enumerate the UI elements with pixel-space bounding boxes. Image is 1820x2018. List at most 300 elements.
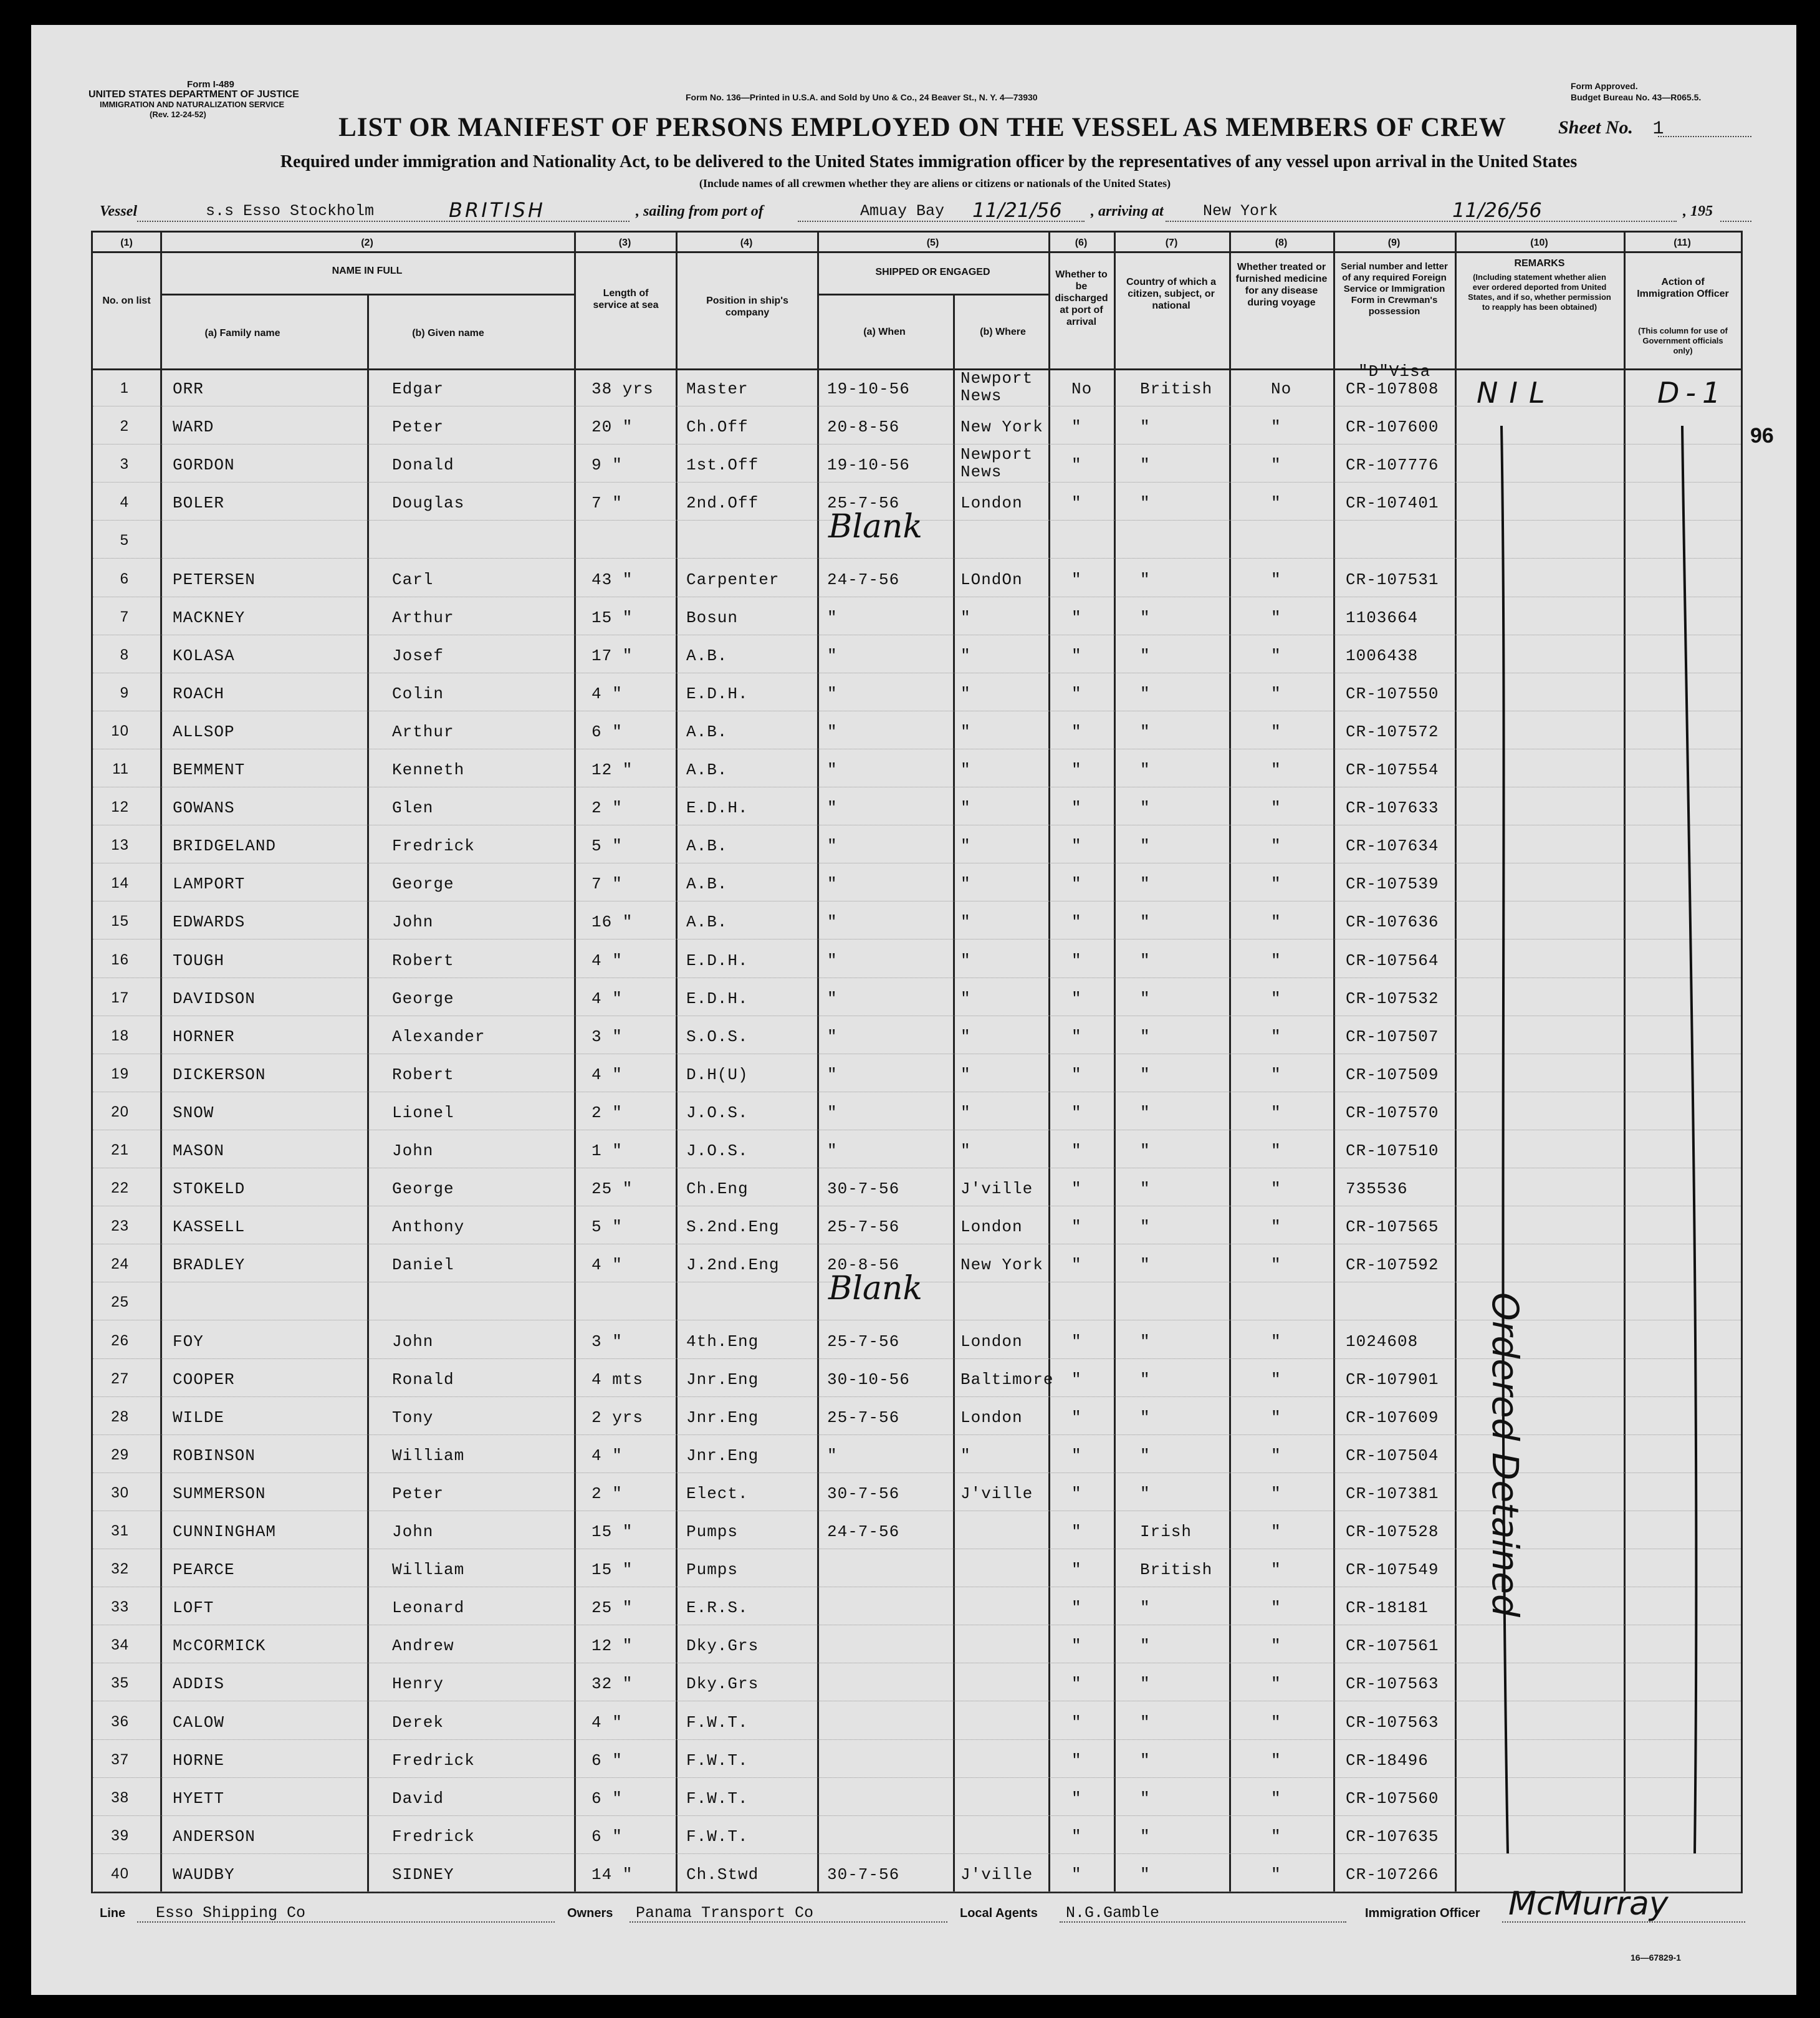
cell-country: ": [1140, 989, 1151, 1008]
cell-no: 16: [111, 951, 129, 968]
cell-length: 15 ": [592, 1560, 633, 1580]
hdr-name-in-full: NAME IN FULL: [332, 266, 403, 276]
cell-position: E.D.H.: [686, 799, 749, 818]
cell-discharged: ": [1071, 1065, 1082, 1084]
cell-given: Fredrick: [392, 837, 475, 856]
cell-serial: CR-18496: [1346, 1751, 1429, 1770]
cell-discharged: ": [1071, 1865, 1082, 1884]
cell-no: 40: [111, 1865, 129, 1882]
cell-length: 17 ": [592, 646, 633, 665]
cell-country: ": [1140, 1598, 1151, 1618]
cell-position: Jnr.Eng: [686, 1446, 759, 1465]
cell-when: 19-10-56: [827, 456, 910, 475]
cell-given: Robert: [392, 951, 454, 970]
cell-discharged: ": [1071, 1141, 1082, 1160]
cell-when: 20-8-56: [827, 1256, 900, 1275]
cell-given: Carl: [392, 570, 434, 589]
cell-position: Pumps: [686, 1522, 739, 1541]
cell-given: Arthur: [392, 722, 454, 741]
cell-position: J.2nd.Eng: [686, 1256, 780, 1275]
cell-serial: 735536: [1346, 1180, 1408, 1199]
cell-when: 24-7-56: [827, 570, 900, 589]
hdr-discharged: Whether to be discharged at port of arrival: [1055, 269, 1108, 327]
cell-family: ADDIS: [173, 1674, 225, 1694]
approval-line-1: Form Approved.: [1571, 81, 1638, 91]
cell-discharged: ": [1071, 1560, 1082, 1580]
cell-no: 9: [120, 684, 129, 701]
cell-family: MASON: [173, 1141, 225, 1160]
cell-family: GOWANS: [173, 799, 235, 818]
cell-given: John: [392, 1141, 434, 1160]
cell-where: ": [960, 1065, 971, 1084]
cell-medicine: ": [1271, 875, 1281, 894]
cell-given: Lionel: [392, 1103, 454, 1122]
cell-no: 38: [111, 1789, 129, 1806]
cell-given: John: [392, 913, 434, 932]
cell-position: A.B.: [686, 875, 728, 894]
cell-where: J'ville: [960, 1484, 1033, 1503]
col-num-7: (7): [1165, 238, 1178, 248]
cell-length: 2 ": [592, 1103, 623, 1122]
cell-when: ": [827, 684, 838, 703]
officer-signature: McMurray: [1508, 1885, 1669, 1923]
cell-where: ": [960, 951, 971, 970]
cell-position: J.O.S.: [686, 1141, 749, 1160]
cell-country: Irish: [1140, 1522, 1192, 1541]
cell-serial: CR-107635: [1346, 1827, 1439, 1846]
hdr-length-service: Length of service at sea: [593, 288, 659, 310]
cell-family: CALOW: [173, 1713, 225, 1732]
cell-position: E.R.S.: [686, 1598, 749, 1618]
cell-country: ": [1140, 570, 1151, 589]
cell-medicine: ": [1271, 646, 1281, 665]
cell-when: 30-7-56: [827, 1865, 900, 1884]
cell-position: J.O.S.: [686, 1103, 749, 1122]
cell-given: Robert: [392, 1065, 454, 1084]
cell-discharged: ": [1071, 646, 1082, 665]
cell-position: Jnr.Eng: [686, 1408, 759, 1427]
cell-discharged: ": [1071, 1180, 1082, 1199]
cell-position: F.W.T.: [686, 1751, 749, 1770]
cell-where: ": [960, 608, 971, 627]
cell-medicine: ": [1271, 608, 1281, 627]
cell-no: 23: [111, 1218, 129, 1235]
remarks-ditto-stroke: [1489, 426, 1526, 1860]
cell-when: ": [827, 1446, 838, 1465]
cell-no: 39: [111, 1827, 129, 1844]
cell-no: 20: [111, 1103, 129, 1120]
cell-serial: CR-107560: [1346, 1789, 1439, 1808]
cell-country: ": [1140, 1103, 1151, 1122]
cell-family: KASSELL: [173, 1218, 246, 1237]
cell-family: WAUDBY: [173, 1865, 235, 1884]
cell-where: ": [960, 837, 971, 856]
form-code: 16—67829-1: [1631, 1953, 1681, 1963]
cell-given: Alexander: [392, 1027, 486, 1046]
cell-family: ANDERSON: [173, 1827, 256, 1846]
cell-family: ORR: [173, 380, 204, 398]
cell-no: 21: [111, 1141, 129, 1158]
cell-given: Douglas: [392, 494, 465, 513]
cell-country: British: [1140, 380, 1213, 398]
cell-medicine: ": [1271, 799, 1281, 818]
cell-position: 4th.Eng: [686, 1332, 759, 1351]
cell-discharged: ": [1071, 1522, 1082, 1541]
cell-medicine: ": [1271, 1865, 1281, 1884]
cell-where: ": [960, 722, 971, 741]
cell-medicine: ": [1271, 1141, 1281, 1160]
cell-length: 3 ": [592, 1027, 623, 1046]
cell-given: Kenneth: [392, 761, 465, 779]
sailing-port: Amuay Bay: [860, 202, 945, 220]
cell-serial: CR-107531: [1346, 570, 1439, 589]
cell-country: ": [1140, 1713, 1151, 1732]
cell-no: 4: [120, 494, 129, 511]
hdr-no-on-list: No. on list: [102, 295, 151, 306]
cell-length: 43 ": [592, 570, 633, 589]
cell-medicine: ": [1271, 1674, 1281, 1694]
cell-position: A.B.: [686, 837, 728, 856]
cell-given: Andrew: [392, 1636, 454, 1656]
cell-when: ": [827, 1141, 838, 1160]
cell-length: 7 ": [592, 875, 623, 894]
agents-label: Local Agents: [960, 1906, 1038, 1920]
cell-discharged: ": [1071, 608, 1082, 627]
cell-medicine: ": [1271, 989, 1281, 1008]
cell-when: 24-7-56: [827, 1522, 900, 1541]
cell-medicine: ": [1271, 1484, 1281, 1503]
cell-serial: CR-107504: [1346, 1446, 1439, 1465]
cell-family: BRIDGELAND: [173, 837, 277, 856]
cell-country: ": [1140, 1256, 1151, 1275]
cell-medicine: ": [1271, 1713, 1281, 1732]
cell-position: S.2nd.Eng: [686, 1218, 780, 1237]
cell-discharged: ": [1071, 1827, 1082, 1846]
cell-medicine: ": [1271, 1598, 1281, 1618]
cell-medicine: ": [1271, 1446, 1281, 1465]
cell-medicine: ": [1271, 684, 1281, 703]
cell-serial: CR-107549: [1346, 1560, 1439, 1580]
hdr-medicine: Whether treated or furnished medicine for any disease during voyage: [1235, 262, 1328, 308]
cell-given: Josef: [392, 646, 444, 665]
cell-no: 27: [111, 1370, 129, 1387]
line-label: Line: [100, 1906, 126, 1920]
cell-country: ": [1140, 608, 1151, 627]
cell-position: Carpenter: [686, 570, 780, 589]
cell-serial: CR-107381: [1346, 1484, 1439, 1503]
cell-when: ": [827, 1065, 838, 1084]
year-label: , 195: [1683, 203, 1713, 219]
cell-when: ": [827, 913, 838, 932]
cell-when: ": [827, 799, 838, 818]
cell-length: 6 ": [592, 722, 623, 741]
cell-no: 34: [111, 1636, 129, 1654]
cell-family: BRADLEY: [173, 1256, 246, 1275]
cell-medicine: ": [1271, 1827, 1281, 1846]
cell-country: ": [1140, 1751, 1151, 1770]
cell-country: ": [1140, 913, 1151, 932]
cell-length: 4 ": [592, 1256, 623, 1275]
cell-serial: CR-107901: [1346, 1370, 1439, 1389]
cell-when: 20-8-56: [827, 418, 900, 437]
cell-where: London: [960, 1332, 1023, 1351]
cell-position: S.O.S.: [686, 1027, 749, 1046]
cell-where: ": [960, 1103, 971, 1122]
cell-medicine: ": [1271, 1065, 1281, 1084]
cell-no: 1: [120, 380, 129, 396]
cell-when: 25-7-56: [827, 494, 900, 513]
cell-serial: CR-107563: [1346, 1674, 1439, 1694]
cell-length: 15 ": [592, 608, 633, 627]
cell-serial: CR-107600: [1346, 418, 1439, 437]
cell-given: Ronald: [392, 1370, 454, 1389]
cell-when: ": [827, 608, 838, 627]
cell-country: ": [1140, 1789, 1151, 1808]
cell-no: 13: [111, 837, 129, 854]
cell-family: LOFT: [173, 1598, 214, 1618]
cell-country: ": [1140, 1370, 1151, 1389]
cell-length: 4 ": [592, 989, 623, 1008]
cell-position: A.B.: [686, 646, 728, 665]
cell-medicine: ": [1271, 494, 1281, 513]
cell-discharged: ": [1071, 1332, 1082, 1351]
cell-position: Dky.Grs: [686, 1636, 759, 1656]
cell-no: 7: [120, 608, 129, 625]
cell-where: ": [960, 989, 971, 1008]
cell-serial: CR-107592: [1346, 1256, 1439, 1275]
cell-discharged: ": [1071, 1713, 1082, 1732]
cell-no: 2: [120, 418, 129, 435]
cell-country: ": [1140, 1827, 1151, 1846]
cell-country: ": [1140, 1065, 1151, 1084]
cell-family: CUNNINGHAM: [173, 1522, 277, 1541]
cell-serial: 1103664: [1346, 608, 1419, 627]
cell-country: ": [1140, 1180, 1151, 1199]
cell-given: Colin: [392, 684, 444, 703]
cell-no: 31: [111, 1522, 129, 1539]
cell-given: Anthony: [392, 1218, 465, 1237]
action-vertical-handwriting: Ordered Detained: [1484, 1292, 1526, 1617]
cell-position: D.H(U): [686, 1065, 749, 1084]
cell-discharged: ": [1071, 1751, 1082, 1770]
cell-medicine: ": [1271, 570, 1281, 589]
cell-serial: CR-107808: [1346, 380, 1439, 398]
cell-no: 30: [111, 1484, 129, 1501]
cell-where: Newport News: [960, 369, 1033, 405]
cell-discharged: ": [1071, 570, 1082, 589]
subnote: (Include names of all crewmen whether they are aliens or citizens or nationals of the United States): [699, 177, 1171, 190]
cell-medicine: ": [1271, 1408, 1281, 1427]
cell-where: ": [960, 875, 971, 894]
cell-medicine: ": [1271, 913, 1281, 932]
cell-length: 5 ": [592, 837, 623, 856]
cell-no: 5: [120, 532, 129, 549]
cell-position: F.W.T.: [686, 1827, 749, 1846]
cell-family: McCORMICK: [173, 1636, 266, 1656]
cell-length: 4 mts: [592, 1370, 644, 1389]
col-num-10: (10): [1530, 238, 1548, 248]
cell-country: ": [1140, 1636, 1151, 1656]
cell-family: DICKERSON: [173, 1065, 266, 1084]
cell-discharged: ": [1071, 1027, 1082, 1046]
cell-when: 25-7-56: [827, 1332, 900, 1351]
cell-no: 32: [111, 1560, 129, 1578]
cell-where: ": [960, 684, 971, 703]
cell-discharged: ": [1071, 761, 1082, 779]
cell-serial: CR-107507: [1346, 1027, 1439, 1046]
cell-family: WILDE: [173, 1408, 225, 1427]
subtitle: Required under immigration and Nationality Act, to be delivered to the United States immigration officer by the representatives of any vessel upon arrival in the United States: [280, 152, 1578, 171]
sheet-number: [1558, 117, 1664, 140]
cell-when: 30-7-56: [827, 1180, 900, 1199]
manifest-sheet: [31, 25, 1796, 1995]
arriving-date: 11/26/56: [1452, 198, 1542, 222]
cell-where: ": [960, 761, 971, 779]
cell-length: 5 ": [592, 1218, 623, 1237]
cell-serial: CR-107572: [1346, 722, 1439, 741]
cell-when: ": [827, 722, 838, 741]
cell-given: William: [392, 1560, 465, 1580]
cell-length: 16 ": [592, 913, 633, 932]
form-id: Form I-489: [187, 79, 234, 90]
cell-serial: 1024608: [1346, 1332, 1419, 1351]
sailing-date: 11/21/56: [972, 198, 1062, 222]
cell-length: 38 yrs: [592, 380, 654, 398]
cell-family: GORDON: [173, 456, 235, 475]
remarks-nil: NIL: [1477, 376, 1556, 410]
cell-length: 12 ": [592, 761, 633, 779]
cell-family: TOUGH: [173, 951, 225, 970]
cell-where: LOndOn: [960, 570, 1023, 589]
cell-where: ": [960, 1141, 971, 1160]
cell-when: ": [827, 837, 838, 856]
cell-family: WARD: [173, 418, 214, 437]
cell-medicine: ": [1271, 1103, 1281, 1122]
cell-country: ": [1140, 1332, 1151, 1351]
owners-value: Panama Transport Co: [636, 1904, 814, 1922]
cell-length: 6 ": [592, 1827, 623, 1846]
cell-country: ": [1140, 1446, 1151, 1465]
cell-discharged: ": [1071, 494, 1082, 513]
cell-length: 4 ": [592, 1713, 623, 1732]
cell-discharged: ": [1071, 1218, 1082, 1237]
cell-medicine: ": [1271, 1560, 1281, 1580]
cell-position: 2nd.Off: [686, 494, 759, 513]
cell-given: Fredrick: [392, 1827, 475, 1846]
cell-serial: CR-107565: [1346, 1218, 1439, 1237]
cell-where: ": [960, 1027, 971, 1046]
cell-given: Leonard: [392, 1598, 465, 1618]
cell-given: John: [392, 1522, 434, 1541]
cell-position: Bosun: [686, 608, 739, 627]
col-num-1: (1): [120, 238, 133, 248]
cell-length: 7 ": [592, 494, 623, 513]
cell-no: 18: [111, 1027, 129, 1044]
cell-family: MACKNEY: [173, 608, 246, 627]
cell-serial: CR-107561: [1346, 1636, 1439, 1656]
cell-medicine: ": [1271, 837, 1281, 856]
hdr-given-name: (b) Given name: [412, 328, 484, 339]
sheet-value: 1: [1652, 118, 1664, 140]
cell-length: 32 ": [592, 1674, 633, 1694]
cell-country: ": [1140, 837, 1151, 856]
vessel-line: [100, 198, 1751, 226]
cell-discharged: ": [1071, 875, 1082, 894]
footer: [87, 1885, 1770, 1928]
cell-where: ": [960, 1446, 971, 1465]
col-num-4: (4): [740, 238, 753, 248]
cell-discharged: ": [1071, 1408, 1082, 1427]
cell-medicine: ": [1271, 1636, 1281, 1656]
cell-length: 9 ": [592, 456, 623, 475]
cell-no: 12: [111, 799, 129, 816]
cell-no: 24: [111, 1256, 129, 1273]
hdr-country: Country of which a citizen, subject, or national: [1126, 277, 1216, 311]
cell-country: ": [1140, 1141, 1151, 1160]
cell-no: 17: [111, 989, 129, 1006]
arriving-port: New York: [1203, 202, 1278, 220]
cell-country: ": [1140, 722, 1151, 741]
cell-no: 22: [111, 1180, 129, 1197]
hdr-shipped: SHIPPED OR ENGAGED: [875, 267, 990, 277]
cell-serial: CR-107563: [1346, 1713, 1439, 1732]
cell-no: 15: [111, 913, 129, 930]
cell-where: London: [960, 1408, 1023, 1427]
cell-where: ": [960, 913, 971, 932]
cell-when: ": [827, 1103, 838, 1122]
cell-length: 25 ": [592, 1180, 633, 1199]
cell-no: 37: [111, 1751, 129, 1768]
cell-given: Derek: [392, 1713, 444, 1732]
cell-family: EDWARDS: [173, 913, 246, 932]
cell-position: Elect.: [686, 1484, 749, 1503]
cell-length: 2 ": [592, 1484, 623, 1503]
cell-family: BEMMENT: [173, 761, 246, 779]
cell-length: 12 ": [592, 1636, 633, 1656]
cell-length: 6 ": [592, 1789, 623, 1808]
cell-position: E.D.H.: [686, 951, 749, 970]
cell-discharged: ": [1071, 1370, 1082, 1389]
cell-length: 6 ": [592, 1751, 623, 1770]
cell-family: ROACH: [173, 684, 225, 703]
cell-serial: CR-107528: [1346, 1522, 1439, 1541]
cell-discharged: ": [1071, 684, 1082, 703]
cell-discharged: ": [1071, 1598, 1082, 1618]
cell-family: PETERSEN: [173, 570, 256, 589]
cell-family: HORNE: [173, 1751, 225, 1770]
cell-no: 26: [111, 1332, 129, 1349]
hdr-action-note: (This column for use of Government officials only): [1638, 326, 1728, 355]
cell-family: DAVIDSON: [173, 989, 256, 1008]
vessel-name: s.s Esso Stockholm: [206, 202, 375, 220]
cell-country: ": [1140, 494, 1151, 513]
cell-discharged: ": [1071, 1484, 1082, 1503]
sailing-label: , sailing from port of: [636, 203, 764, 219]
cell-discharged: ": [1071, 1256, 1082, 1275]
cell-serial: CR-107539: [1346, 875, 1439, 894]
cell-no: 36: [111, 1713, 129, 1730]
cell-length: 4 ": [592, 1065, 623, 1084]
cell-given: Daniel: [392, 1256, 454, 1275]
cell-given: George: [392, 875, 454, 894]
cell-position: F.W.T.: [686, 1713, 749, 1732]
cell-family: KOLASA: [173, 646, 235, 665]
cell-position: Dky.Grs: [686, 1674, 759, 1694]
cell-no: 11: [112, 761, 129, 777]
agency-line-1: UNITED STATES DEPARTMENT OF JUSTICE: [89, 89, 299, 100]
cell-when: 30-10-56: [827, 1370, 910, 1389]
col-num-11: (11): [1674, 238, 1691, 248]
